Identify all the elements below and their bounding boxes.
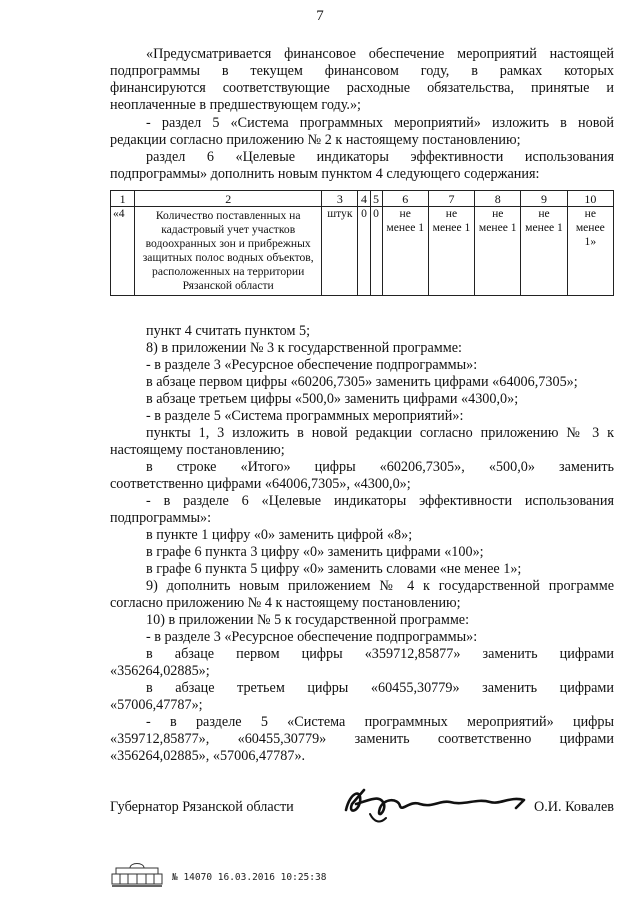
text-line: подпрограммы» дополнить новым пунктом 4 следующего содержания: [110, 166, 540, 182]
column-header: 7 [428, 191, 474, 207]
text-line: в пункте 1 цифру «0» заменить цифрой «8»; [146, 527, 413, 543]
text-line: подпрограммы в текущем финансовом году, в рамках которых [110, 63, 614, 79]
paragraph-section6 [110, 149, 614, 183]
amendments-body [110, 323, 614, 765]
column-header: 1 [111, 191, 135, 207]
signatory-position: Губернатор Рязанской области [110, 799, 294, 815]
paragraph-financing [110, 46, 614, 114]
building-emblem-icon [110, 860, 164, 888]
text-line: финансируются соответствующие расходные обязательства, принятые и [110, 80, 614, 96]
page-number: 7 [316, 8, 324, 24]
text-line: «57006,47787»; [110, 697, 203, 713]
column-header: 6 [382, 191, 428, 207]
text-line: неоплаченные в предшествующем году.»; [110, 97, 361, 113]
column-header: 2 [135, 191, 322, 207]
indicator-name: Количество поставленных на кадастровый учет участков водоохранных зон и прибрежных защитных полос водных объектов, расположенных на территории Рязанской области [135, 207, 322, 296]
value-cell: не менее 1 [382, 207, 428, 296]
text-line: в абзаце третьем цифры «60455,30779» заменить цифрами [146, 680, 614, 696]
text-line: в абзаце первом цифры «60206,7305» заменить цифрами «64006,7305»; [146, 374, 578, 390]
text-line: редакции согласно приложению № 2 к настоящему постановлению; [110, 132, 521, 148]
signatory-name: О.И. Ковалев [534, 799, 614, 815]
text-line: - в разделе 3 «Ресурсное обеспечение подпрограммы»: [146, 357, 478, 373]
text-line: в графе 6 пункта 3 цифру «0» заменить цифрами «100»; [146, 544, 484, 560]
value-cell: не менее 1 [521, 207, 567, 296]
indicators-table [110, 190, 614, 296]
text-line: - в разделе 6 «Целевые индикаторы эффективности использования [146, 493, 614, 509]
text-line: раздел 6 «Целевые индикаторы эффективности использования [146, 149, 614, 165]
text-line: - в разделе 5 «Система программных мероприятий»: [146, 408, 464, 424]
text-line: 9) дополнить новым приложением № 4 к государственной программе [146, 578, 614, 594]
text-line: - в разделе 5 «Система программных мероприятий» цифры [146, 714, 614, 730]
text-line: «359712,85877», «60455,30779» заменить соответственно цифрами [110, 731, 614, 747]
text-line: «356264,02885», «57006,47787». [110, 748, 306, 764]
text-line: в абзаце первом цифры «359712,85877» заменить цифрами [146, 646, 614, 662]
text-line: 10) в приложении № 5 к государственной программе: [146, 612, 470, 628]
text-line: настоящему постановлению; [110, 442, 285, 458]
value-cell: не менее 1» [567, 207, 613, 296]
document-registration-info: № 14070 16.03.2016 10:25:38 [172, 872, 327, 883]
text-line: - раздел 5 «Система программных мероприятий» изложить в новой [146, 115, 614, 131]
column-header: 5 [370, 191, 382, 207]
signature-block [110, 799, 614, 821]
column-header: 3 [322, 191, 358, 207]
text-line: пункт 4 считать пунктом 5; [146, 323, 311, 339]
value-cell: не менее 1 [475, 207, 521, 296]
text-line: - в разделе 3 «Ресурсное обеспечение подпрограммы»: [146, 629, 478, 645]
text-line: согласно приложению № 4 к настоящему постановлению; [110, 595, 461, 611]
value-cell: 0 [358, 207, 370, 296]
table-row [111, 207, 614, 296]
text-line: в строке «Итого» цифры «60206,7305», «500,0» заменить [146, 459, 614, 475]
text-line: «356264,02885»; [110, 663, 210, 679]
row-number: «4 [111, 207, 135, 296]
text-line: в графе 6 пункта 5 цифру «0» заменить словами «не менее 1»; [146, 561, 522, 577]
value-cell: не менее 1 [428, 207, 474, 296]
column-header: 4 [358, 191, 370, 207]
unit-cell: штук [322, 207, 358, 296]
text-line: 8) в приложении № 3 к государственной программе: [146, 340, 462, 356]
text-line: подпрограммы»: [110, 510, 212, 526]
table-header-row [111, 191, 614, 207]
text-line: соответственно цифрами «64006,7305», «4300,0»; [110, 476, 411, 492]
column-header: 8 [475, 191, 521, 207]
column-header: 9 [521, 191, 567, 207]
value-cell: 0 [370, 207, 382, 296]
column-header: 10 [567, 191, 613, 207]
text-line: в абзаце третьем цифры «500,0» заменить цифрами «4300,0»; [146, 391, 519, 407]
text-line: пункты 1, 3 изложить в новой редакции согласно приложению № 3 к [146, 425, 614, 441]
text-line: «Предусматривается финансовое обеспечение мероприятий настоящей [146, 46, 614, 62]
document-footer [110, 860, 410, 890]
paragraph-section5 [110, 115, 614, 149]
